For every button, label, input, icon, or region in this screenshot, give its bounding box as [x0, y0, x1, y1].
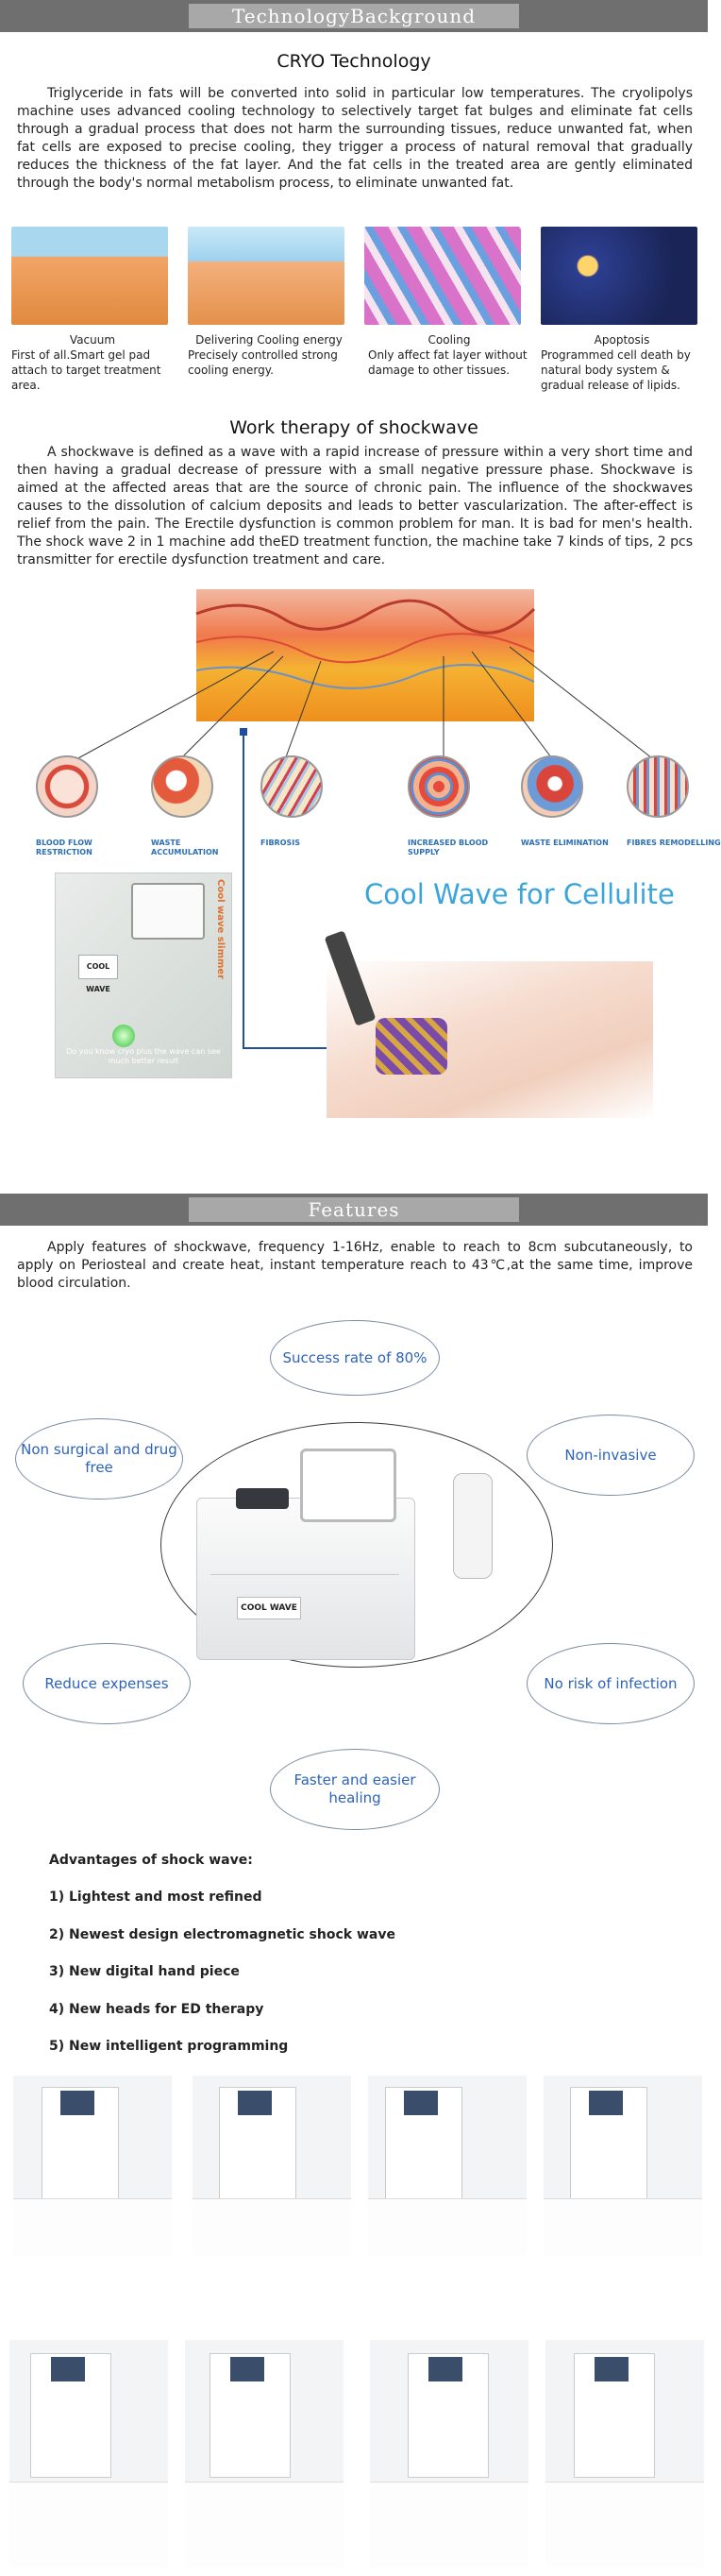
skin-cross-section: [196, 589, 534, 721]
cellulite-zoom-icon: [376, 1018, 447, 1075]
step-desc: Only affect fat layer without damage to other tissues.: [368, 348, 528, 377]
machine-handpiece: [236, 1488, 289, 1509]
cool-wave-product-panel: [55, 873, 232, 1078]
step-vacuum: [11, 332, 174, 393]
panel-caption: Do you know cryo plus the wave can see much better result: [66, 1047, 221, 1065]
treatment-photo: [370, 2340, 528, 2567]
blood-flow-restriction-icon: [36, 755, 98, 818]
effect-label: INCREASED BLOOD SUPPLY: [408, 839, 489, 856]
advantage-item: 4) New heads for ED therapy: [49, 2002, 264, 2017]
treatment-photo: [9, 2340, 168, 2567]
cooling-image: [364, 227, 521, 325]
step-title: Apoptosis: [594, 333, 650, 347]
fibres-remodelling-icon: [627, 755, 689, 818]
step-title: Vacuum: [69, 333, 116, 347]
effect-label: FIBRES REMODELLING: [627, 839, 721, 847]
handpiece-light-icon: [112, 1025, 135, 1047]
waste-accumulation-icon: [151, 755, 213, 818]
shockwave-title: Work therapy of shockwave: [229, 417, 478, 438]
machine-screen: [131, 883, 205, 940]
tech-background-header: [0, 0, 708, 32]
step-cooling: [368, 332, 530, 378]
advantage-item: 5) New intelligent programming: [49, 2039, 289, 2054]
feature-success-rate: Success rate of 80%: [270, 1320, 440, 1396]
step-desc: Programmed cell death by natural body system & gradual release of lipids.: [541, 348, 691, 392]
treatment-photo: [13, 2076, 172, 2255]
features-intro: Apply features of shockwave, frequency 1-16Hz, enable to reach to 8cm subcutaneously, to apply on Periosteal and create heat, instant temperature reach to 43℃,at the same time, improve blood circulation.: [17, 1240, 693, 1291]
shockwave-body: A shockwave is defined as a wave with a rapid increase of pressure within a very short time and then having a gradual decrease of pressure with a small negative pressure phase. Shockwave is aimed at the affected areas that are the source of chronic pain. The influence of the shockwaves causes to the dissolution of calcium deposits and leads to better vascularization. The after-effect is relief from the pain. The Erectile dysfunction is common problem for man. It is bad for men's health. The shock wave 2 in 1 machine add theED treatment function, the machine take 7 kinds of tips, 2 pcs transmitter for erectile dysfunction treatment and care.: [17, 445, 693, 568]
apoptosis-image: [541, 227, 697, 325]
feature-non-surgical: Non surgical and drug free: [15, 1418, 183, 1500]
feature-faster-healing: Faster and easier healing: [270, 1749, 440, 1830]
step-desc: First of all.Smart gel pad attach to target treatment area.: [11, 348, 161, 392]
effect-label: WASTE ELIMINATION: [521, 839, 609, 847]
step-delivering-cooling: [188, 332, 350, 378]
effect-label: WASTE ACCUMULATION: [151, 839, 219, 856]
cool-wave-title: Cool Wave for Cellulite: [364, 878, 675, 910]
step-desc: Precisely controlled strong cooling energy.: [188, 348, 338, 377]
waste-elimination-icon: [521, 755, 583, 818]
machine-brand-label: COOL WAVE: [78, 955, 118, 979]
leg-treatment-image: [327, 961, 653, 1118]
increased-blood-supply-icon: [408, 755, 470, 818]
treatment-photo: [185, 2340, 344, 2567]
treatment-photo: [544, 2076, 702, 2255]
cryo-body: Triglyceride in fats will be converted into solid in particular low temperatures. The cryolipolys machine uses advanced cooling technology to selectively target fat bulges and eliminate fat cells through a gradual process that does not harm the surrounding tissues, reduce unwanted fat, when fat cells are exposed to precise cooling, they trigger a process of natural removal that gradually reduces the thickness of the fat layer. And the fat cells in the treated area are gently eliminated through the body's normal metabolism process, to eliminate unwanted fat.: [17, 86, 693, 191]
features-header: [0, 1194, 708, 1226]
feature-reduce-expenses: Reduce expenses: [23, 1643, 191, 1724]
treatment-photo: [193, 2076, 351, 2255]
feature-non-invasive: Non-invasive: [527, 1415, 695, 1496]
advantage-item: 2) Newest design electromagnetic shock wave: [49, 1927, 395, 1942]
effect-label: FIBROSIS: [260, 839, 300, 847]
machine-touchscreen: [300, 1449, 396, 1522]
panel-side-text: Cool wave slimmer: [215, 879, 226, 980]
effect-label: BLOOD FLOW RESTRICTION: [36, 839, 92, 856]
advantage-item: 3) New digital hand piece: [49, 1964, 240, 1979]
fibrosis-icon: [260, 755, 323, 818]
step-title: Delivering Cooling energy: [195, 333, 343, 347]
treatment-photo: [368, 2076, 527, 2255]
advantages-title: Advantages of shock wave:: [49, 1853, 253, 1868]
cooling-energy-image: [188, 227, 344, 325]
step-apoptosis: [541, 332, 703, 393]
vacuum-image: [11, 227, 168, 325]
cryo-handpiece: [453, 1473, 493, 1579]
feature-no-infection: No risk of infection: [527, 1643, 695, 1724]
treatment-photo: [545, 2340, 704, 2567]
cryo-title: CRYO Technology: [277, 51, 431, 72]
machine-brand-label: COOL WAVE: [237, 1597, 301, 1619]
features-title: Features: [189, 1197, 519, 1222]
advantage-item: 1) Lightest and most refined: [49, 1890, 262, 1905]
step-title: Cooling: [428, 333, 471, 347]
tech-background-title: TechnologyBackground: [189, 4, 519, 28]
